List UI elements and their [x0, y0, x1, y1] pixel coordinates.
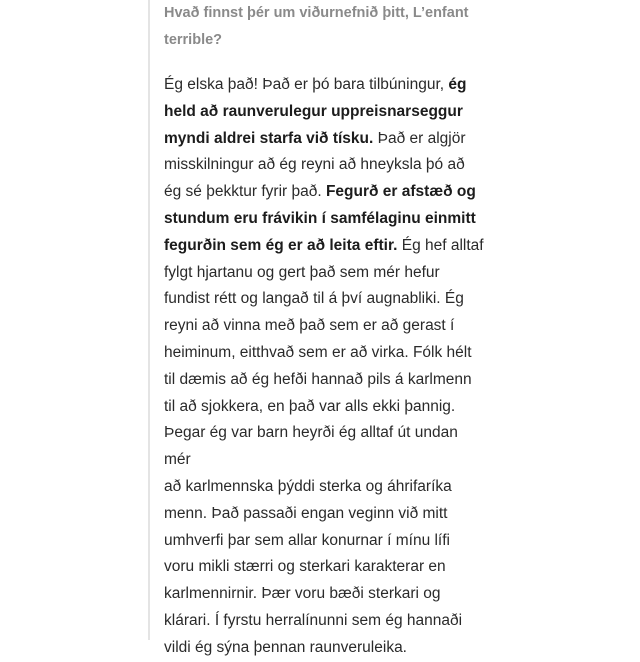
answer-line — [164, 99, 484, 126]
answer-line — [164, 206, 484, 233]
left-border-line — [148, 0, 150, 640]
answer-line — [164, 260, 484, 287]
text: Ég elska það! Það er þó bara tilbúningur, — [164, 76, 449, 93]
answer-line — [164, 126, 484, 153]
bold-text: fegurðin sem ég er að leita eftir. — [164, 236, 398, 254]
answer-line — [164, 286, 484, 313]
bold-text: held að raunverulegur uppreisnarseggur — [164, 102, 463, 120]
answer-line — [164, 420, 484, 447]
answer-line — [164, 554, 484, 581]
interview-answer — [164, 72, 484, 662]
text: Það er algjör — [373, 129, 466, 147]
answer-line — [164, 635, 484, 662]
answer-line — [164, 447, 484, 474]
bold-text: myndi aldrei starfa við tísku. — [164, 129, 374, 147]
answer-line — [164, 72, 484, 99]
text: umhverfi þar sem allar konurnar í mínu lífi — [164, 531, 450, 549]
text: heiminum, eitthvað sem er að virka. Fólk hélt — [164, 343, 472, 361]
article-body — [164, 0, 484, 662]
text: Ég hef alltaf — [397, 236, 484, 254]
answer-line — [164, 179, 484, 206]
text: mér — [164, 451, 191, 469]
answer-line — [164, 528, 484, 555]
bold-text: ég — [448, 76, 467, 93]
text: ég sé þekktur fyrir það. — [164, 183, 326, 201]
text: menn. Það passaði engan veginn við mitt — [164, 504, 448, 522]
text: reyni að vinna með það sem er að gerast í — [164, 317, 455, 335]
text: misskilningur að ég reyni að hneyksla þó að — [164, 156, 465, 174]
text: til að sjokkera, en það var alls ekki þannig. — [164, 397, 456, 415]
text: klárari. Í fyrstu herralínunni sem ég hannaði — [164, 611, 463, 629]
question-line: terrible? — [164, 32, 223, 48]
text: fundist rétt og langað til á því augnabliki. Ég — [164, 290, 464, 308]
answer-line — [164, 313, 484, 340]
answer-line — [164, 233, 484, 260]
answer-line — [164, 367, 484, 394]
text: Þegar ég var barn heyrði ég alltaf út undan — [164, 424, 458, 442]
answer-line — [164, 152, 484, 179]
interview-question — [164, 0, 484, 54]
text: fylgt hjartanu og gert það sem mér hefur — [164, 263, 440, 281]
answer-line — [164, 501, 484, 528]
text: vildi ég sýna þennan raunveruleika. — [164, 638, 407, 656]
answer-line — [164, 394, 484, 421]
text: voru mikli stærri og sterkari karakterar en — [164, 558, 446, 576]
text: karlmennirnir. Þær voru bæði sterkari og — [164, 585, 441, 603]
bold-text: Fegurð er afstæð og — [325, 183, 476, 201]
answer-line — [164, 474, 484, 501]
answer-line — [164, 340, 484, 367]
text: til dæmis að ég hefði hannað pils á karlmenn — [164, 370, 472, 388]
question-line: Hvað finnst þér um viðurnefnið þitt, L’enfant — [164, 5, 469, 21]
bold-text: stundum eru frávikin í samfélaginu einmitt — [164, 209, 476, 227]
answer-line — [164, 581, 484, 608]
text: að karlmennska þýddi sterka og áhrifaríka — [164, 477, 452, 495]
answer-line — [164, 608, 484, 635]
